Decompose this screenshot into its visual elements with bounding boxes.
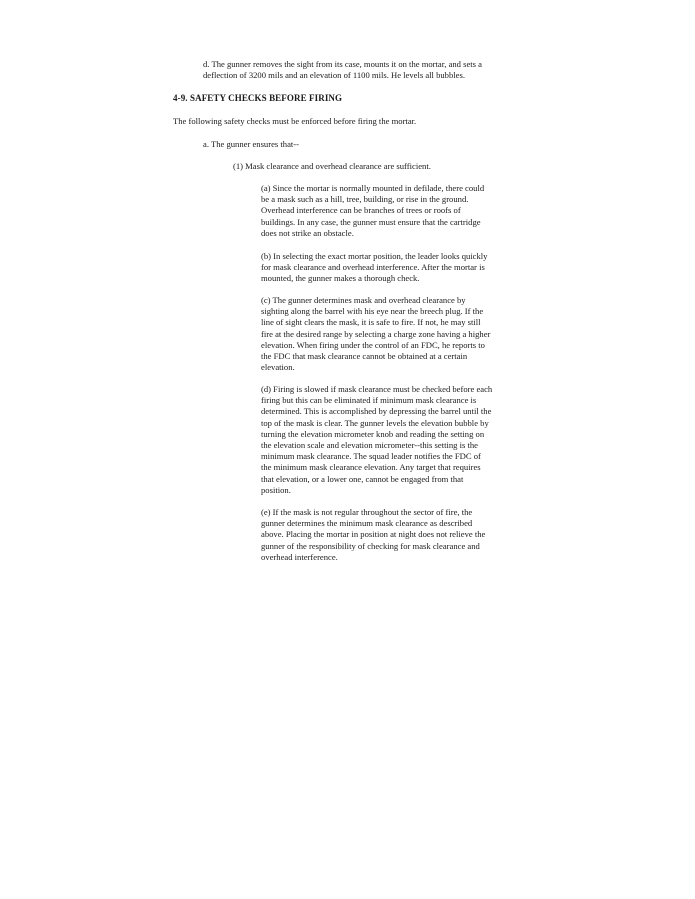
subitem-b	[261, 251, 536, 285]
section-heading: 4-9. SAFETY CHECKS BEFORE FIRING	[173, 93, 343, 103]
paragraph-line: overhead interference.	[261, 551, 338, 562]
subitem-c	[261, 295, 536, 373]
paragraph-line: Overhead interference can be branches of trees or roofs of	[261, 205, 461, 216]
paragraph-line: buildings. In any case, the gunner must ensure that the cartridge	[261, 216, 481, 227]
paragraph-line: (d) Firing is slowed if mask clearance must be checked before each	[261, 384, 493, 394]
section-intro: The following safety checks must be enforced before firing the mortar.	[173, 116, 417, 126]
paragraph-line: (a) Since the mortar is normally mounted in defilade, there could	[261, 183, 485, 193]
paragraph-line: deflection of 3200 mils and an elevation of 1100 mils. He levels all bubbles.	[203, 70, 465, 81]
paragraph-d	[203, 59, 533, 81]
paragraph-line: for mask clearance and overhead interference. After the mortar is	[261, 262, 485, 273]
paragraph-line: d. The gunner removes the sight from its case, mounts it on the mortar, and sets a	[203, 59, 482, 69]
paragraph-line: (c) The gunner determines mask and overhead clearance by	[261, 295, 466, 305]
paragraph-line: top of the mask is clear. The gunner levels the elevation bubble by	[261, 417, 489, 428]
paragraph-line: (e) If the mask is not regular throughout the sector of fire, the	[261, 507, 473, 517]
list-item-a: a. The gunner ensures that--	[203, 139, 300, 149]
paragraph-line: turning the elevation micrometer knob and reading the setting on	[261, 428, 485, 439]
paragraph-line: sighting along the barrel with his eye near the breech plug. If the	[261, 306, 484, 317]
subitem-d	[261, 384, 536, 496]
paragraph-line: the FDC that mask clearance cannot be obtained at a certain	[261, 351, 468, 362]
paragraph-line: firing but this can be eliminated if minimum mask clearance is	[261, 395, 477, 406]
paragraph-line: fire at the desired range by selecting a charge zone having a higher	[261, 328, 491, 339]
list-item-1: (1) Mask clearance and overhead clearance are sufficient.	[233, 161, 431, 171]
paragraph-line: gunner determines the minimum mask clearance as described	[261, 518, 473, 529]
paragraph-line: the elevation scale and elevation micrometer--this setting is the	[261, 440, 478, 451]
paragraph-line: line of sight clears the mask, it is safe to fire. If not, he may still	[261, 317, 481, 328]
paragraph-line: that elevation, or a lower one, cannot be engaged from that	[261, 473, 464, 484]
paragraph-line: does not strike an obstacle.	[261, 227, 354, 238]
paragraph-line: mounted, the gunner makes a thorough check.	[261, 273, 420, 284]
paragraph-line: elevation. When firing under the control of an FDC, he reports to	[261, 339, 485, 350]
paragraph-line: the minimum mask clearance elevation. Any target that requires	[261, 462, 481, 473]
paragraph-line: position.	[261, 484, 291, 495]
subitem-e	[261, 507, 536, 563]
paragraph-line: minimum mask clearance. The squad leader notifies the FDC of	[261, 451, 481, 462]
paragraph-line: (b) In selecting the exact mortar position, the leader looks quickly	[261, 251, 488, 261]
paragraph-line: elevation.	[261, 362, 295, 373]
paragraph-line: determined. This is accomplished by depressing the barrel until the	[261, 406, 492, 417]
paragraph-line: above. Placing the mortar in position at night does not relieve the	[261, 529, 486, 540]
paragraph-line: gunner of the responsibility of checking for mask clearance and	[261, 540, 480, 551]
subitem-a	[261, 183, 536, 239]
paragraph-line: be a mask such as a hill, tree, building, or rise in the ground.	[261, 194, 469, 205]
